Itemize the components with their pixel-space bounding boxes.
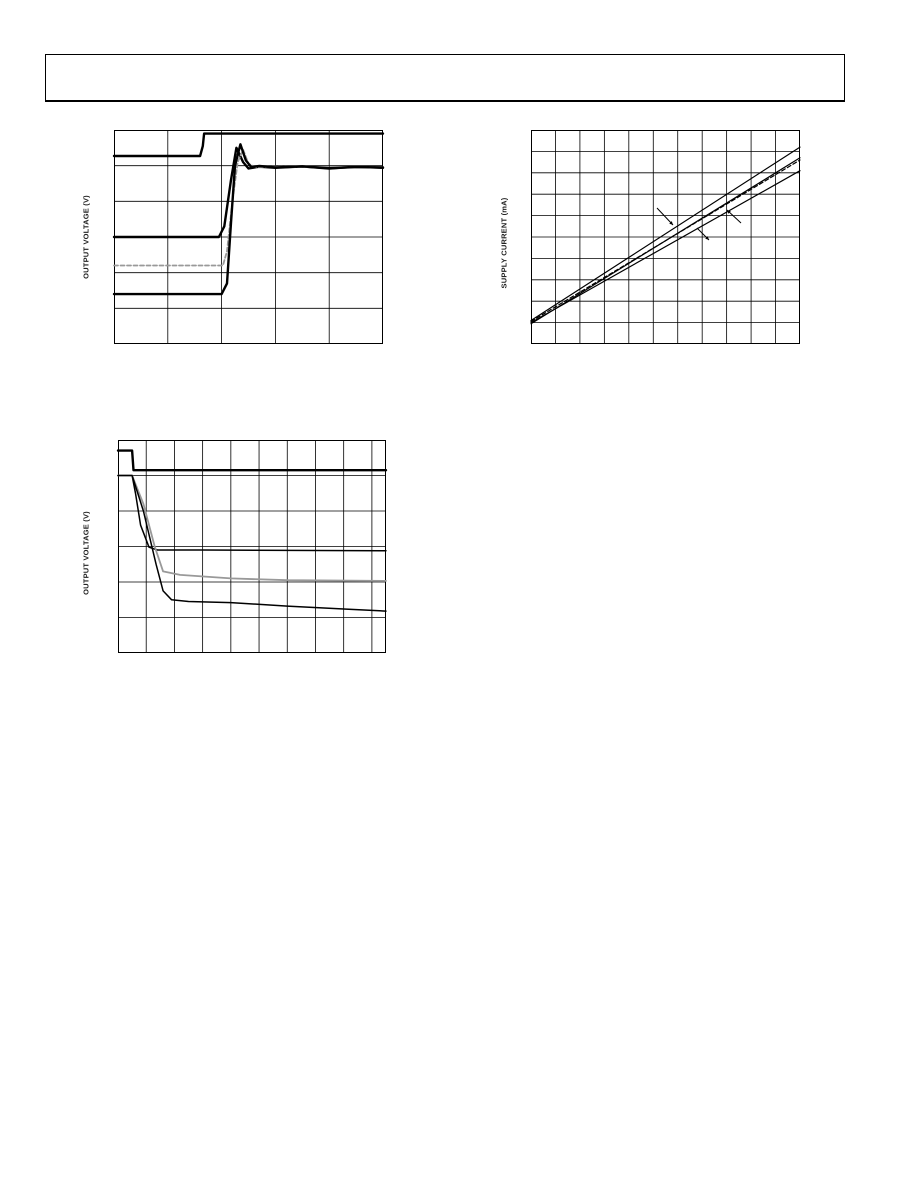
series-line-2 (118, 476, 386, 551)
bottom-left-output-voltage-chart (118, 440, 386, 653)
page-header-box (45, 54, 845, 102)
series-line-4 (531, 158, 800, 324)
series-line-4 (118, 476, 386, 612)
series-line-2 (531, 171, 800, 323)
top-left-y-axis-label: OUTPUT VOLTAGE (V) (81, 195, 91, 279)
top-right-y-axis-label: SUPPLY CURRENT (mA) (499, 197, 509, 289)
series-line-1 (118, 451, 386, 471)
series-line-1 (114, 134, 383, 156)
top-left-output-voltage-chart (114, 130, 383, 344)
bottom-left-y-axis-label: OUTPUT VOLTAGE (V) (81, 511, 91, 595)
series-line-3 (118, 476, 386, 581)
series-line-2 (114, 148, 383, 237)
top-right-supply-current-chart (531, 130, 800, 344)
